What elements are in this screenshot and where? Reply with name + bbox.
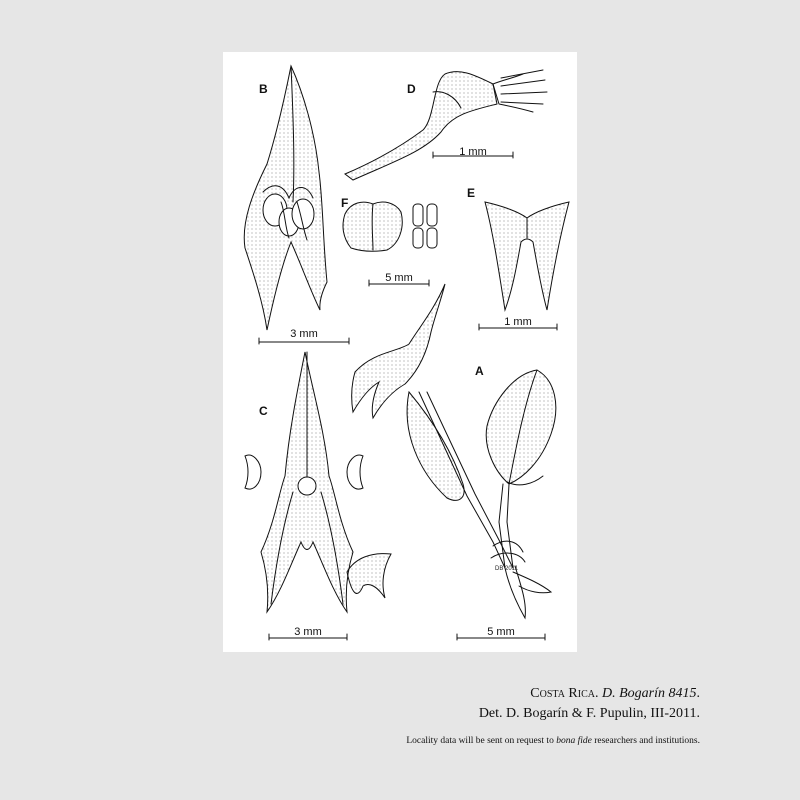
flower-front-view-B (244, 66, 327, 330)
panel-label-F: F (341, 196, 349, 210)
panel-label-A: A (475, 364, 484, 378)
panel-label-D: D (407, 82, 416, 96)
caption-collector: D. Bogarín 8415 (602, 686, 697, 701)
panel-label-C: C (259, 404, 268, 418)
perianth-dissected-C (245, 352, 391, 612)
caption-note-text-end: researchers and institutions. (591, 736, 700, 746)
artist-monogram: DB 2011 (495, 566, 518, 572)
lip-E (485, 202, 569, 310)
caption-note-text: Locality data will be sent on request to (406, 736, 557, 746)
scale-label-D: 1 mm (459, 146, 487, 158)
scale-label-E: 1 mm (504, 316, 532, 328)
panel-label-B: B (259, 82, 268, 96)
scale-label-C: 3 mm (294, 626, 322, 638)
caption-determination: Det. D. Bogarín & F. Pupulin, III-2011. (478, 706, 700, 721)
caption-collection: Costa Rica. D. Bogarín 8415. (530, 686, 700, 701)
botanical-drawing (223, 52, 577, 652)
panel-label-E: E (467, 186, 476, 200)
scale-label-A: 5 mm (487, 626, 515, 638)
illustration-plate (223, 52, 577, 652)
caption-note (406, 736, 700, 746)
pollinia-F (343, 202, 437, 251)
caption-note-italic: bona fide (556, 736, 592, 746)
caption-country: Costa Rica (530, 686, 595, 701)
scale-label-B: 3 mm (290, 328, 318, 340)
column-side-view-D (345, 70, 547, 180)
scale-label-F: 5 mm (385, 272, 413, 284)
